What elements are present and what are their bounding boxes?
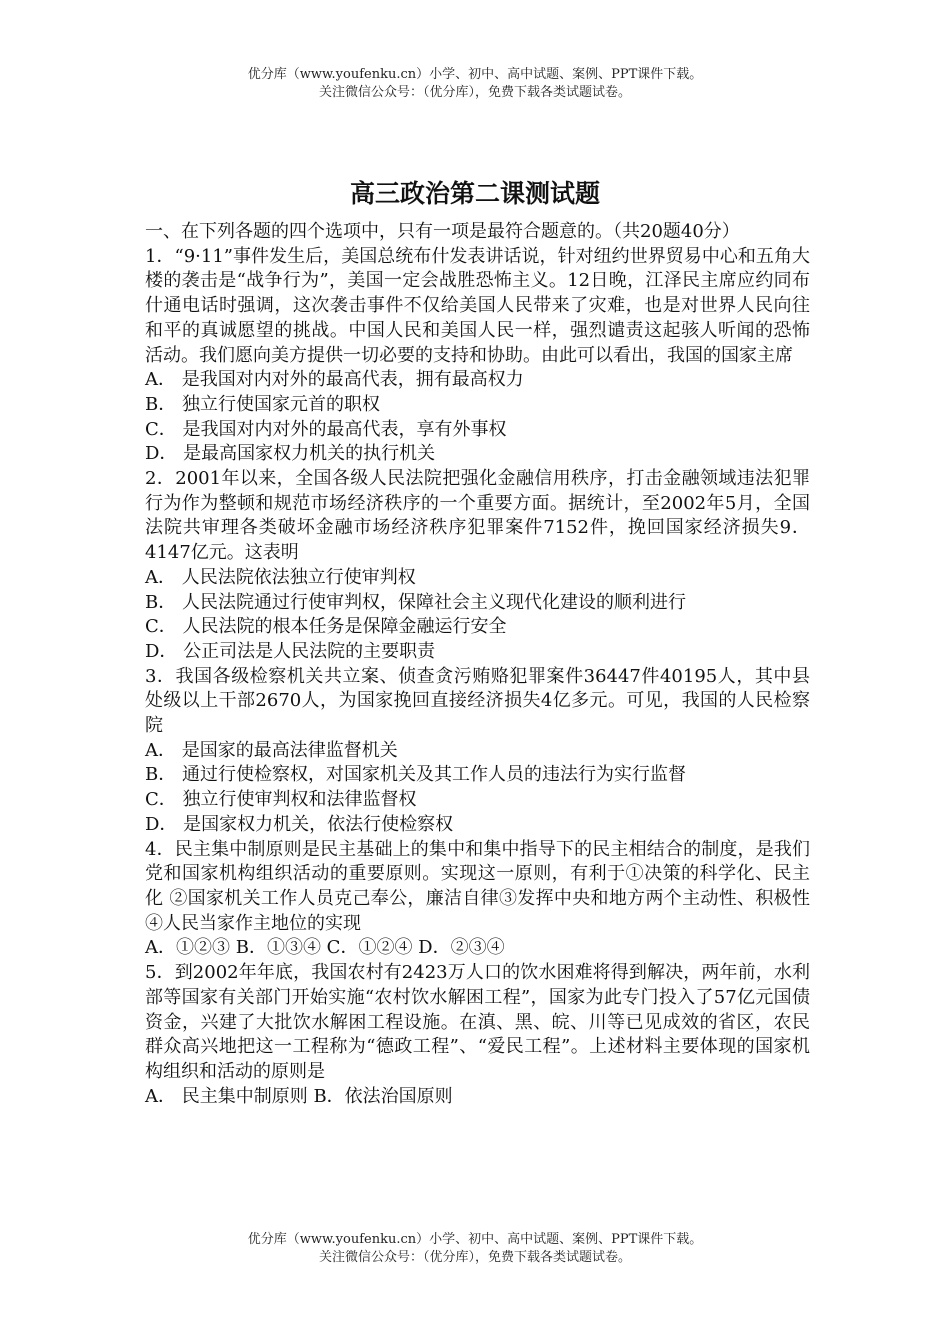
question-stem: 1．“9·11”事件发生后，美国总统布什发表讲话说，针对纽约世界贸易中心和五角大楼的袭击是“战争行为”，美国一定会战胜恐怖主义。12日晚，江泽民主席应约同布什通电话时强调，这次袭击事件不仅给美国人民带来了灾难，也是对世界人民向往和平的真诚愿望的挑战。中国人民和美国人民一样，强烈谴责这起骇人听闻的恐怖活动。我们愿向美方提供一切必要的支持和协助。由此可以看出，我国的国家主席 — [145, 245, 810, 366]
question-stem: 4．民主集中制原则是民主基础上的集中和集中指导下的民主相结合的制度，是我们党和国家机构组织活动的重要原则。实现这一原则，有利于①决策的科学化、民主化 ②国家机关工作人员克己奉公，廉洁自律③发挥中央和地方两个主动性、积极性 ④人民当家作主地位的实现 — [145, 838, 810, 934]
option-c: C． 独立行使审判权和法律监督权 — [145, 789, 417, 811]
option-b: B． 通过行使检察权，对国家机关及其工作人员的违法行为实行监督 — [145, 764, 686, 786]
option-d: D． 是最高国家权力机关的执行机关 — [145, 443, 436, 465]
option-d: D． 公正司法是人民法院的主要职责 — [145, 640, 436, 662]
option-a: A． 是国家的最高法律监督机关 — [145, 739, 398, 761]
option-c: C． 人民法院的根本任务是保障金融运行安全 — [145, 616, 507, 638]
question-3 — [145, 665, 810, 838]
option-a: A． 人民法院依法独立行使审判权 — [145, 566, 416, 588]
options-line: A． 民主集中制原则 B．依法治国原则 — [145, 1085, 453, 1107]
options-line: A．①②③ B．①③④ C．①②④ D．②③④ — [145, 937, 505, 959]
option-b: B． 独立行使国家元首的职权 — [145, 393, 380, 415]
header-line-2: 关注微信公众号：（优分库），免费下载各类试题试卷。 — [318, 85, 631, 100]
option-c: C． 是我国对内对外的最高代表，享有外事权 — [145, 418, 507, 440]
question-4 — [145, 838, 810, 962]
question-stem: 5．到2002年年底，我国农村有2423万人口的饮水困难将得到解决，两年前，水利部等国家有关部门开始实施“农村饮水解困工程”，国家为此专门投入了57亿元国债资金，兴建了大批饮水解困工程设施。在滇、黑、皖、川等已见成效的省区，农民群众高兴地把这一工程称为“德政工程”、“爱民工程”。上述材料主要体现的国家机构组织和活动的原则是 — [145, 962, 810, 1082]
question-stem: 2．2001年以来，全国各级人民法院把强化金融信用秩序，打击金融领域违法犯罪行为作为整顿和规范市场经济秩序的一个重要方面。据统计，至2002年5月，全国法院共审理各类破坏金融市场经济秩序犯罪案件7152件，挽回国家经济损失9．4147亿元。这表明 — [145, 468, 810, 564]
header-line-1: 优分库（www.youfenku.cn）小学、初中、高中试题、案例、PPT课件下载。 — [247, 67, 703, 82]
option-a: A． 是我国对内对外的最高代表，拥有最高权力 — [145, 369, 524, 391]
question-5 — [145, 961, 810, 1109]
page-footer — [0, 1231, 950, 1267]
option-b: B． 人民法院通过行使审判权，保障社会主义现代化建设的顺利进行 — [145, 591, 686, 613]
footer-line-1: 优分库（www.youfenku.cn）小学、初中、高中试题、案例、PPT课件下载。 — [247, 1232, 703, 1247]
footer-line-2: 关注微信公众号：（优分库），免费下载各类试题试卷。 — [318, 1250, 631, 1265]
document-body — [145, 220, 810, 1109]
section-instruction: 一、在下列各题的四个选项中，只有一项是最符合题意的。（共20题40分） — [145, 221, 740, 242]
page-header — [0, 66, 950, 102]
option-d: D． 是国家权力机关，依法行使检察权 — [145, 813, 454, 835]
question-1 — [145, 245, 810, 467]
question-2 — [145, 467, 810, 665]
document-title: 高三政治第二课测试题 — [349, 179, 600, 208]
question-stem: 3．我国各级检察机关共立案、侦查贪污贿赂犯罪案件36447件40195人，其中县处级以上干部2670人，为国家挽回直接经济损失4亿多元。可见，我国的人民检察院 — [145, 665, 810, 737]
